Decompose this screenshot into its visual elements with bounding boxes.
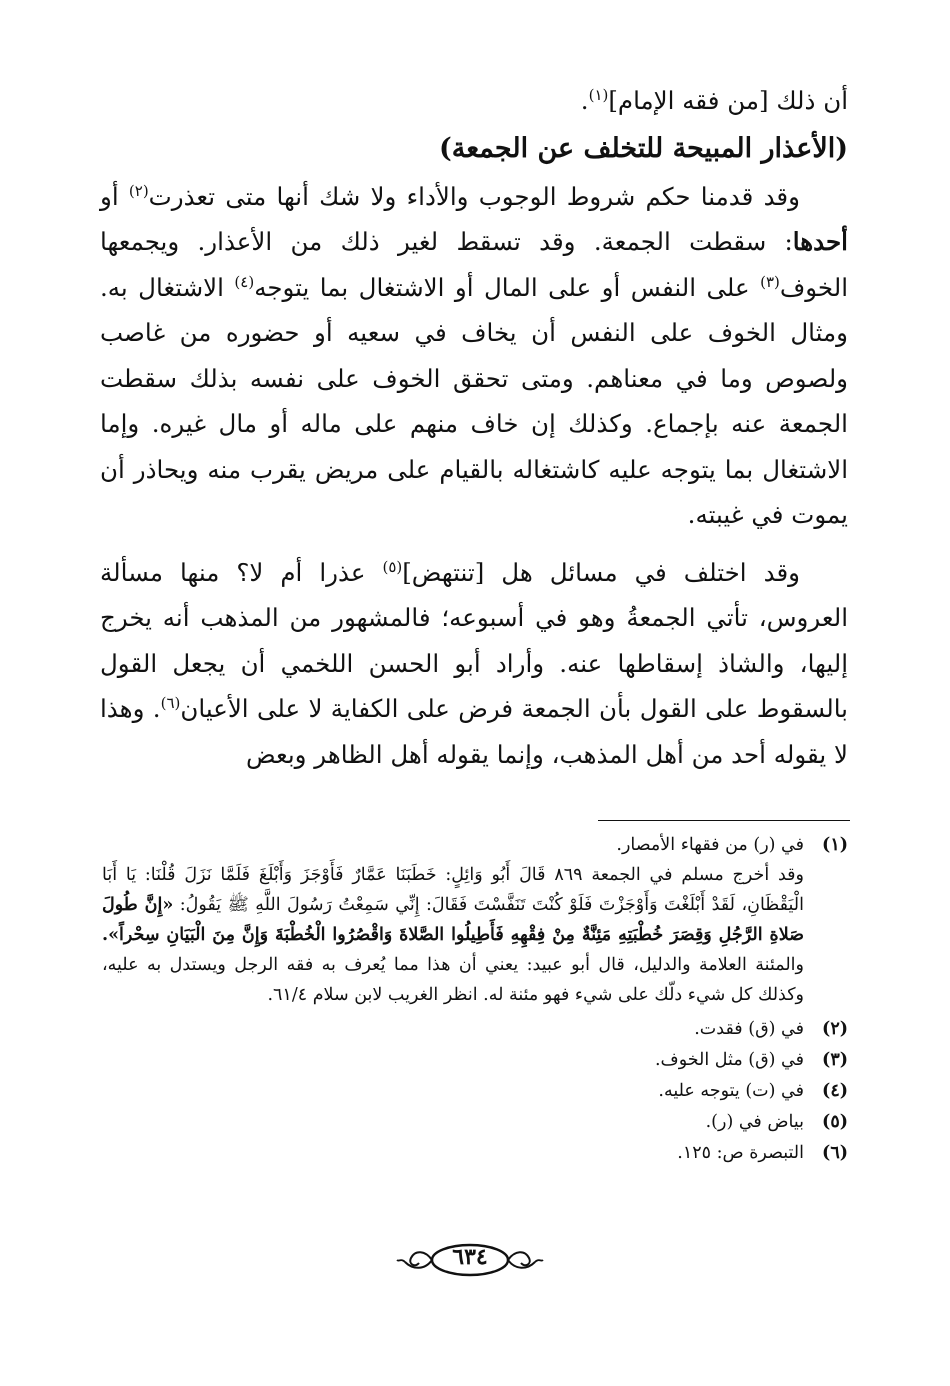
footnote-1-text-b: والمئنة العلامة والدليل، قال أبو عبيد: يعني أن هذا مما يُعرف به فقه الرجل ويستدل به عليه، وكذلك كل شيء دلّك على شيء فهو مئنة له. انظر الغريب لابن سلام ٦١/٤.: [102, 955, 804, 1005]
paragraph-1-text-d: على النفس أو على المال أو الاشتغال بما يتوجه: [254, 272, 761, 302]
footnote-4: [102, 1076, 848, 1107]
footnote-ref-2: (٢): [128, 181, 149, 200]
bold-word: أحدها: [792, 227, 848, 256]
footnote-ref-5: (٥): [382, 557, 403, 576]
footnote-ref-1: (١): [588, 85, 609, 104]
hadith-quote: «إِنَّ طُولَ صَلاةِ الرَّجُلِ وَقِصَرَ خُطْبَتِهِ مَئِنَّةٌ مِنْ فِقْهِهِ فَأَطِيلُوا الصَّلاةَ وَاقْصُرُوا الْخُطْبَةَ وَإِنَّ مِنَ الْبَيَانِ سِحْراً».: [102, 895, 804, 945]
paragraph-1: [100, 174, 848, 538]
footnotes: [102, 830, 848, 1169]
footnote-ref-3: (٣): [760, 272, 780, 291]
paragraph-2-text-c: . وهذا لا يقوله أحد من أهل المذهب، وإنما يقوله أهل الظاهر وبعض: [100, 694, 848, 769]
paragraph-1-text-c: : سقطت الجمعة. وقد تسقط لغير ذلك من الأعذار. ويجمعها الخوف: [100, 227, 848, 302]
footnote-number: (٤): [822, 1081, 848, 1101]
paragraph-1-text-a: وقد قدمنا حكم شروط الوجوب والأداء ولا شك أنها متى تعذرت: [148, 181, 800, 211]
intro-text: أن ذلك [من فقه الإمام]: [608, 86, 848, 115]
footnote-text: بياض في (ر).: [705, 1112, 804, 1132]
page-content: [100, 78, 848, 777]
footnote-text: في (ق) فقدت.: [694, 1019, 804, 1039]
footnote-5: [102, 1107, 848, 1138]
footnote-3: [102, 1045, 848, 1076]
footnote-number: (٥): [822, 1112, 848, 1132]
footnote-ref-4: (٤): [234, 272, 255, 291]
page-number-ornament: [395, 1238, 545, 1284]
footnote-text: في (ق) مثل الخوف.: [654, 1050, 804, 1070]
paragraph-2-text-a: وقد اختلف في مسائل هل [تنتهض]: [402, 557, 800, 587]
footnote-body: [102, 830, 804, 1010]
paragraph-2: [100, 550, 848, 778]
footnote-divider: [598, 820, 850, 821]
footnote-1: [102, 830, 848, 1010]
intro-end: .: [580, 86, 589, 115]
paragraph-1-text-e: الاشتغال به. ومثال الخوف على النفس أن يخاف في سعيه أو حضوره من غاصب ولصوص وما في معناهم. ومتى تحقق الخوف على نفسه بذلك سقطت الجمعة عنه بإجماع. وكذلك إن خاف منهم على ماله أو مال غيره. وإما الاشتغال بما يتوجه عليه كاشتغاله بالقيام على مريض يقرب منه ويحاذر أن يموت في غيبته.: [100, 272, 848, 529]
footnote-6: [102, 1138, 848, 1169]
intro-line: [100, 78, 848, 124]
footnote-text: التبصرة ص: ١٢٥.: [677, 1143, 804, 1163]
footnote-number: (٣): [822, 1050, 848, 1070]
footnote-2: [102, 1014, 848, 1045]
footnote-number: (٦): [822, 1143, 848, 1163]
main-text: [100, 78, 848, 777]
page-number: ٦٣٤: [452, 1244, 488, 1270]
footnote-number: (٢): [822, 1019, 848, 1039]
footnote-ref-6: (٦): [160, 693, 181, 712]
footnote-text: في (ت) يتوجه عليه.: [658, 1081, 804, 1101]
footnote-1-text-a: وقد أخرج مسلم في الجمعة ٨٦٩ قَالَ أَبُو وَائِلٍ: خَطَبَنَا عَمَّارٌ فَأَوْجَزَ وَأَبْلَغَ فَلَمَّا نَزَلَ قُلْنَا: يَا أَبَا الْيَقْظَانِ، لَقَدْ أَبْلَغْتَ وَأَوْجَزْتَ فَلَوْ كُنْتَ تَنَفَّسْتَ فَقَالَ: إِنِّي سَمِعْتُ رَسُولَ اللَّهِ ﷺ يَقُولُ:: [102, 865, 804, 915]
paragraph-1-text-b: أو: [100, 181, 129, 211]
footnote-1-commentary: [102, 860, 804, 1010]
footnote-1-line-1: في (ر) من فقهاء الأمصار.: [616, 835, 804, 855]
section-heading: (الأعذار المبيحة للتخلف عن الجمعة): [439, 132, 848, 164]
paragraph-2-text-b: عذرا أم لا؟ منها مسألة العروس، تأتي الجمعةُ وهو في أسبوعه؛ فالمشهور من المذهب أنه يخرج إليها، والشاذ إسقاطها عنه. وأراد أبو الحسن اللخمي أن يجعل القول بالسقوط على القول بأن الجمعة فرض على الكفاية لا على الأعيان: [100, 557, 849, 723]
footnote-list: [102, 1014, 848, 1169]
footnote-number: (١): [822, 835, 848, 855]
